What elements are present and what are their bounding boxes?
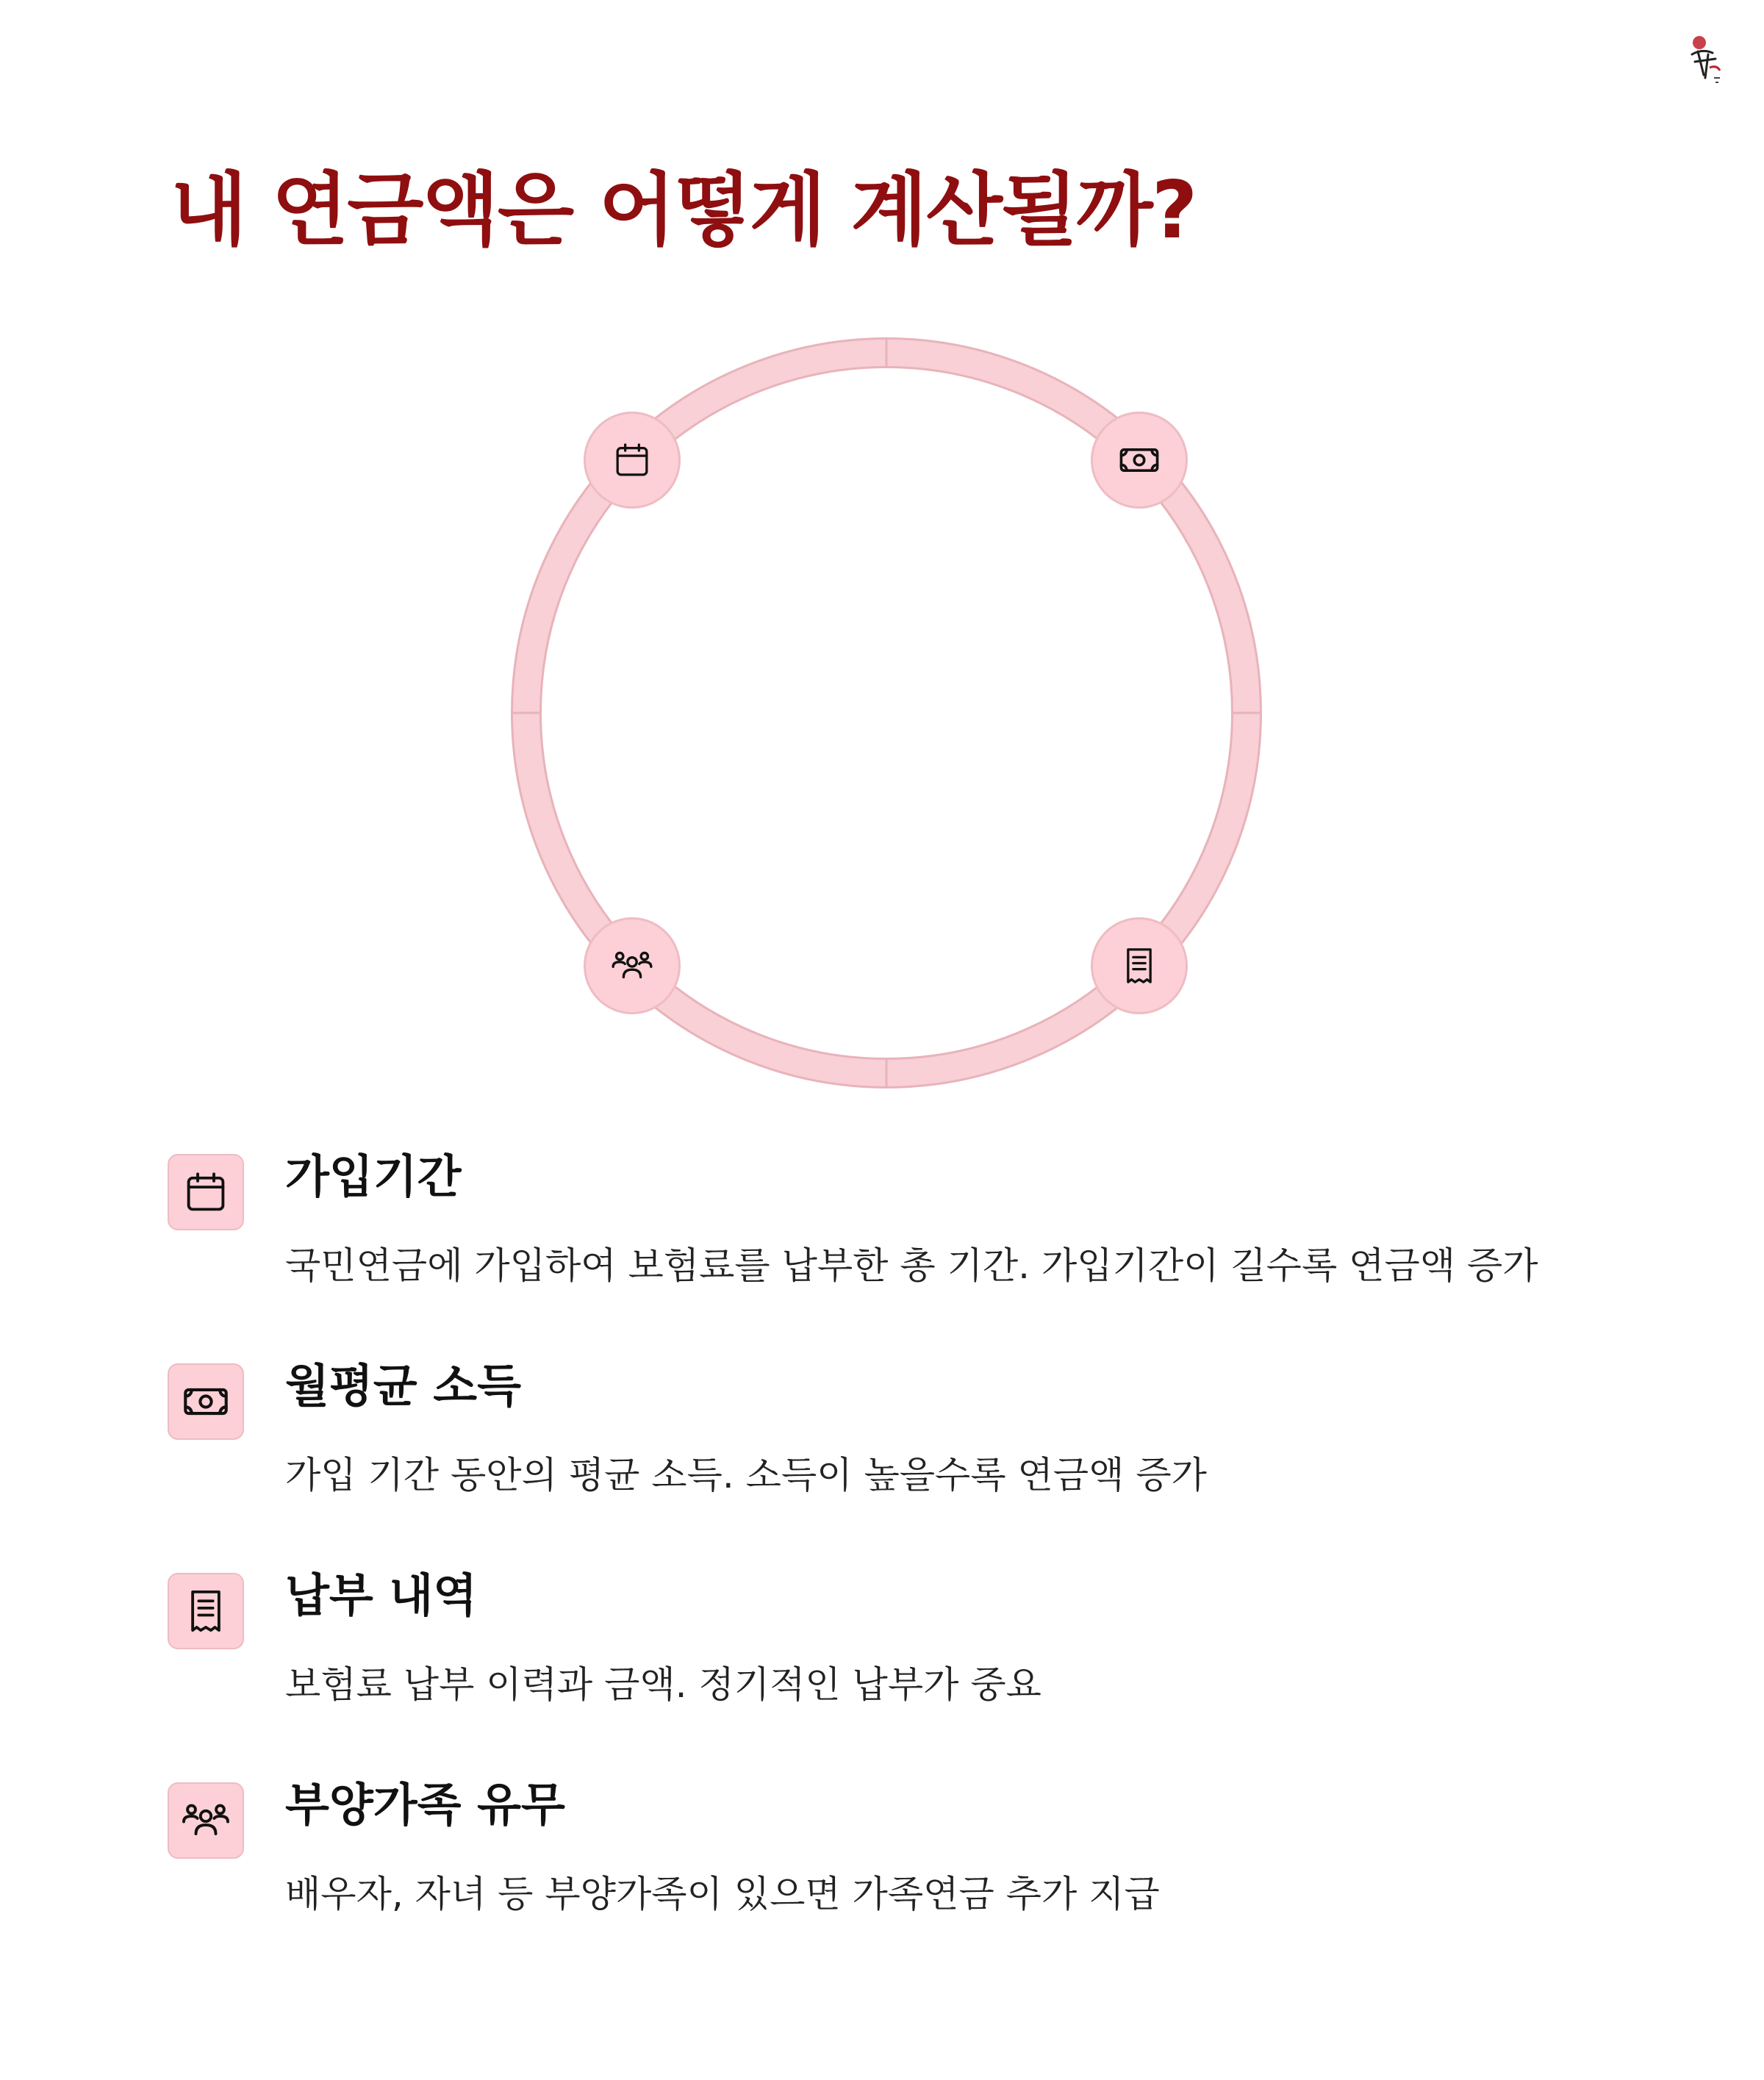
cycle-node-users — [584, 917, 681, 1014]
item-icon-box — [168, 1573, 244, 1649]
banknote-icon — [1116, 437, 1162, 483]
calendar-icon — [612, 440, 653, 481]
factor-item-dependents — [168, 1778, 1638, 1951]
item-icon-box — [168, 1363, 244, 1440]
item-title: 가입기간 — [285, 1150, 462, 1203]
item-icon-box — [168, 1782, 244, 1859]
item-icon-box — [168, 1154, 244, 1230]
item-description: 국민연금에 가입하여 보험료를 납부한 총 기간. 가입기간이 길수록 연금액 증가 — [285, 1244, 1538, 1287]
calendar-icon — [182, 1168, 230, 1216]
page-title: 내 연금액은 어떻게 계산될까? — [171, 165, 1197, 257]
cycle-node-receipt — [1091, 917, 1188, 1014]
banknote-icon — [180, 1376, 232, 1427]
item-description: 가입 기간 동안의 평균 소득. 소득이 높을수록 연금액 증가 — [285, 1454, 1207, 1496]
item-description: 보험료 납부 이력과 금액. 정기적인 납부가 중요 — [285, 1663, 1041, 1706]
item-title: 월평균 소득 — [285, 1359, 522, 1413]
users-icon — [609, 943, 655, 989]
factor-item-payment-history — [168, 1568, 1638, 1742]
factor-item-subscription-period — [168, 1150, 1638, 1323]
item-title: 부양가족 유무 — [285, 1778, 565, 1832]
item-description: 배우자, 자녀 등 부양가족이 있으면 가족연금 추가 지급 — [285, 1873, 1160, 1915]
cycle-node-banknote — [1091, 412, 1188, 509]
cycle-node-calendar — [584, 412, 681, 509]
item-title: 납부 내역 — [285, 1568, 478, 1622]
factor-item-average-income — [168, 1359, 1638, 1532]
users-icon — [179, 1794, 232, 1847]
receipt-icon — [1119, 945, 1160, 986]
receipt-icon — [182, 1587, 230, 1635]
